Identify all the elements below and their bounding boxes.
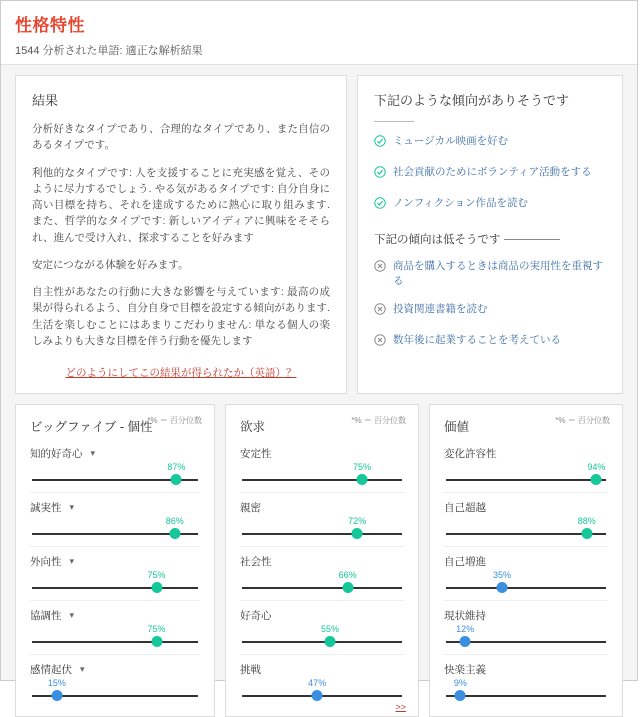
trait-slider[interactable] [242,679,402,705]
trait-row [240,546,404,600]
chevron-down-icon[interactable]: ▾ [69,556,75,567]
slider-knob[interactable] [460,636,471,647]
trait-label [30,500,200,515]
check-circle-icon [374,135,386,152]
slider-track [446,479,606,481]
trait-label [444,662,608,677]
slider-knob[interactable] [171,474,182,485]
cross-circle-icon [374,303,386,320]
list-item [374,165,606,183]
trait-name: 社会性 [240,556,272,569]
trait-name: 現状維持 [444,610,486,623]
trait-row [444,492,608,546]
show-more-link[interactable]: >> [395,702,406,713]
slider-knob[interactable] [169,528,180,539]
list-item [374,134,606,152]
list-item [374,196,606,214]
list-item [374,302,606,320]
trait-label [240,446,404,461]
slider-value: 12% [456,624,475,635]
trait-label [444,500,608,515]
trait-label [240,500,404,515]
trait-name: 外向性 [30,556,62,569]
check-circle-icon [374,197,386,214]
slider-track [446,587,606,589]
slider-track [242,587,402,589]
slider-value: 72% [348,516,367,527]
trait-row [444,600,608,654]
result-paragraph: 利他的なタイプです: 人を支援することに充実感を覚え、そのように尽力するでしょう. やる気があるタイプです: 自分自身に高い目標を持ち、それを達成するために熱心に取り組みます. また、哲学的なタイプです: 新しいアイディアに興味をそそられ、進んで受け入れ、探求することを好みます [32,166,330,244]
slider-value: 86% [165,516,184,527]
trait-row [240,439,404,492]
trait-label [30,608,200,623]
trait-row [30,492,200,546]
trait-label [30,662,200,677]
trait-name: 親密 [240,502,261,515]
trait-row [444,654,608,708]
trait-slider[interactable] [32,679,198,705]
result-heading: 結果 [32,93,59,108]
list-item-label: 商品を購入するときは商品の実用性を重視する [393,259,603,287]
column-heading: 価値 [444,420,470,435]
list-item-label: ノンフィクション作品を読む [393,197,529,210]
trait-label [444,554,608,569]
trait-row [30,654,200,708]
trait-label [30,554,200,569]
slider-track [32,587,198,589]
trait-name: 好奇心 [240,610,272,623]
traits-row [1,394,637,717]
slider-value: 75% [147,570,166,581]
slider-track [242,641,402,643]
list-item-label: 社会貢献のためにボランティア活動をする [393,166,592,179]
slider-value: 87% [167,462,186,473]
cross-circle-icon [374,334,386,351]
trait-slider[interactable] [32,571,198,597]
slider-track [446,695,606,697]
trait-row [30,546,200,600]
trait-name: 協調性 [30,610,62,623]
trait-name: 知的好奇心 [30,448,83,461]
trait-label [240,608,404,623]
unlikely-heading [374,231,606,247]
trait-slider[interactable] [242,571,402,597]
values-column [429,404,623,717]
slider-knob[interactable] [312,690,323,701]
slider-knob[interactable] [357,474,368,485]
cross-circle-icon [374,260,386,277]
slider-value: 55% [320,624,340,635]
trait-label [240,662,404,677]
list-item-label: 投資関連書籍を読む [393,303,488,316]
trait-row [444,546,608,600]
chevron-down-icon[interactable]: ▾ [80,664,85,675]
column-heading: 欲求 [240,420,266,435]
page-subtitle: 1544 分析された単語: 適正な解析結果 [15,45,203,57]
slider-value: 47% [308,678,327,689]
trait-row [240,654,404,708]
slider-value: 66% [338,570,357,581]
percentile-note: *% ＝ 百分位数 [351,416,406,426]
trends-card [357,75,623,394]
percentile-note: *% ＝ 百分位数 [147,416,202,426]
trait-slider[interactable] [446,571,606,597]
trait-slider[interactable] [446,463,606,489]
trait-slider[interactable] [242,625,402,651]
trait-row [240,492,404,546]
trait-name: 誠実性 [30,502,62,515]
trait-name: 変化許容性 [444,448,497,461]
trait-slider[interactable] [32,625,198,651]
slider-value: 75% [352,462,372,473]
trait-name: 安定性 [240,448,272,461]
result-paragraph: 分析好きなタイプであり、合理的なタイプであり、また自信のあるタイプです。 [32,123,330,152]
big-five-column [15,404,215,717]
slider-knob[interactable] [151,582,162,593]
unlikely-heading-text: 下記の傾向は低そうです [374,233,501,246]
slider-knob[interactable] [591,474,602,485]
how-results-obtained-link[interactable]: どのようにしてこの結果が得られたか（英語）？ [65,367,297,380]
chevron-down-icon[interactable]: ▾ [69,502,75,513]
slider-knob[interactable] [352,528,363,539]
check-circle-icon [374,166,386,183]
trait-slider[interactable] [446,679,606,705]
trait-name: 快楽主義 [444,664,486,677]
list-item-label: 数年後に起業することを考えている [393,334,561,347]
heading-underline [504,239,560,240]
trait-row [240,600,404,654]
slider-knob[interactable] [325,636,336,647]
slider-knob[interactable] [151,636,162,647]
slider-value: 15% [47,678,66,689]
slider-value: 75% [147,624,166,635]
trait-slider[interactable] [446,625,606,651]
trait-name: 自己超越 [444,502,486,515]
summary-row [1,65,637,394]
slider-value: 9% [453,678,467,689]
slider-value: 94% [587,462,606,473]
divider [374,121,414,122]
result-paragraph: 安定につながる体験を好みます。 [32,258,189,271]
slider-value: 35% [492,570,512,581]
trait-label [444,608,608,623]
trait-name: 感情起伏 [30,664,72,677]
list-item [374,259,606,289]
page-header [1,1,637,65]
chevron-down-icon[interactable]: ▾ [90,448,96,459]
trait-row [444,439,608,492]
trait-slider[interactable] [242,463,402,489]
result-card [15,75,347,394]
slider-track [242,533,402,535]
slider-track [242,479,402,481]
slider-knob[interactable] [581,528,592,539]
trait-slider[interactable] [242,517,402,543]
page-title: 性格特性 [15,16,85,35]
list-item-label: ミュージカル映画を好む [393,135,509,147]
result-link-container [32,363,330,381]
percentile-note: *% ＝ 百分位数 [555,416,610,426]
needs-column [225,404,419,717]
trait-row [30,600,200,654]
slider-track [32,641,198,643]
trait-label [240,554,404,569]
trends-heading: 下記のような傾向がありそうです [374,93,570,108]
result-paragraph: 自主性があなたの行動に大きな影響を与えています: 最高の成果が得られるよう、自分自身で目標を設定する傾向があります. 生活を楽しむことにはあまりこだわりません: 単なる個人の楽しみよりも大きな目標を伴う行動を優先します [32,286,330,347]
slider-knob[interactable] [51,690,62,701]
trait-name: 自己増進 [444,556,486,569]
trait-row [30,439,200,492]
list-item [374,333,606,351]
trait-slider[interactable] [32,463,198,489]
slider-knob[interactable] [342,582,353,593]
trait-slider[interactable] [32,517,198,543]
chevron-down-icon[interactable]: ▾ [69,610,75,621]
column-heading: ビッグファイブ - 個性 [30,420,153,435]
trait-label [444,446,608,461]
trait-label [30,446,200,461]
slider-knob[interactable] [497,582,508,593]
trait-name: 挑戦 [240,664,261,677]
slider-knob[interactable] [455,690,466,701]
slider-value: 88% [577,516,596,527]
trait-slider[interactable] [446,517,606,543]
